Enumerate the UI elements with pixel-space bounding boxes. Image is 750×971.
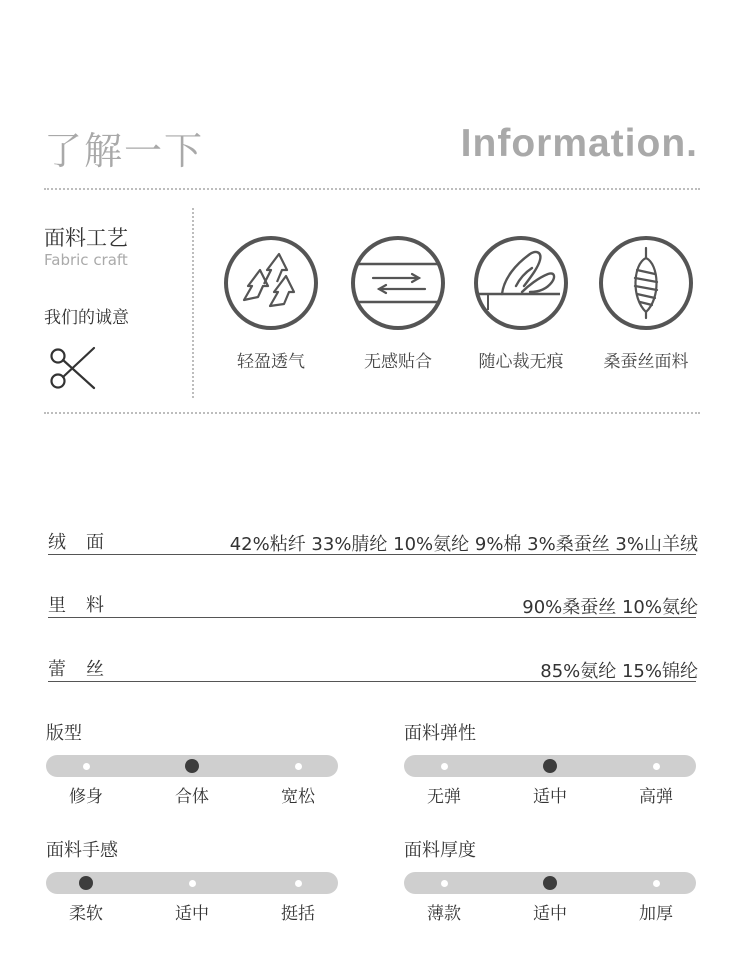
composition-value-velvet: 42%粘纤 33%腈纶 10%氨纶 9%棉 3%桑蚕丝 3%山羊绒 [229, 534, 698, 555]
divider-middle [44, 412, 700, 414]
scale-dot [653, 763, 660, 770]
scale-option-label: 薄款 [427, 904, 461, 924]
scale-option-label: 适中 [533, 787, 567, 807]
scale-track-thickness [404, 872, 696, 894]
scale-selected-dot [185, 759, 199, 773]
scissors-icon [46, 342, 98, 394]
composition-label-velvet: 绒 面 [48, 532, 105, 553]
scale-dot [441, 763, 448, 770]
scale-selected-dot [543, 876, 557, 890]
craft-title: 面料工艺 [44, 226, 128, 250]
scale-selected-dot [543, 759, 557, 773]
feature-silk [576, 234, 716, 372]
feature-label: 桑蚕丝面料 [603, 352, 689, 372]
composition-value-lining: 90%桑蚕丝 10%氨纶 [522, 597, 698, 618]
header-title-cn: 了解一下 [44, 129, 205, 173]
scale-option-label: 挺括 [281, 904, 315, 924]
breathable-arrows-icon [222, 234, 320, 332]
sincerity-label: 我们的诚意 [44, 308, 129, 328]
scale-dot [441, 880, 448, 887]
scale-selected-dot [79, 876, 93, 890]
feature-label: 无感贴合 [364, 352, 432, 372]
scale-title-feel: 面料手感 [46, 840, 118, 861]
composition-underline [48, 681, 696, 682]
feature-label: 轻盈透气 [237, 352, 305, 372]
scale-option-label: 高弹 [639, 787, 673, 807]
feature-fit [328, 234, 468, 372]
craft-subtitle: Fabric craft [44, 251, 128, 269]
scale-option-label: 柔软 [69, 904, 103, 924]
scale-dot [653, 880, 660, 887]
divider-vertical [192, 208, 194, 398]
scale-option-label: 宽松 [281, 787, 315, 807]
scale-dot [189, 880, 196, 887]
feature-label: 随心裁无痕 [478, 352, 564, 372]
seamless-cut-icon [472, 234, 570, 332]
composition-value-lace: 85%氨纶 15%锦纶 [540, 661, 698, 682]
scale-option-label: 修身 [69, 787, 103, 807]
header-title-en: Information. [460, 122, 698, 165]
feature-breathable [201, 234, 341, 372]
scale-option-label: 无弹 [427, 787, 461, 807]
composition-underline [48, 554, 696, 555]
composition-underline [48, 617, 696, 618]
composition-label-lace: 蕾 丝 [48, 659, 105, 680]
scale-title-thickness: 面料厚度 [404, 840, 476, 861]
fit-arrows-icon [349, 234, 447, 332]
scale-track-elasticity [404, 755, 696, 777]
scale-dot [295, 880, 302, 887]
scale-title-elasticity: 面料弹性 [404, 723, 476, 744]
silk-cocoon-icon [597, 234, 695, 332]
scale-option-label: 加厚 [639, 904, 673, 924]
composition-label-lining: 里 料 [48, 595, 105, 616]
divider-top [44, 188, 700, 190]
scale-track-feel [46, 872, 338, 894]
scale-option-label: 适中 [533, 904, 567, 924]
feature-seamless [451, 234, 591, 372]
scale-dot [295, 763, 302, 770]
scale-dot [83, 763, 90, 770]
scale-title-fit: 版型 [46, 723, 82, 744]
scale-option-label: 合体 [175, 787, 209, 807]
scale-track-fit [46, 755, 338, 777]
scale-option-label: 适中 [175, 904, 209, 924]
